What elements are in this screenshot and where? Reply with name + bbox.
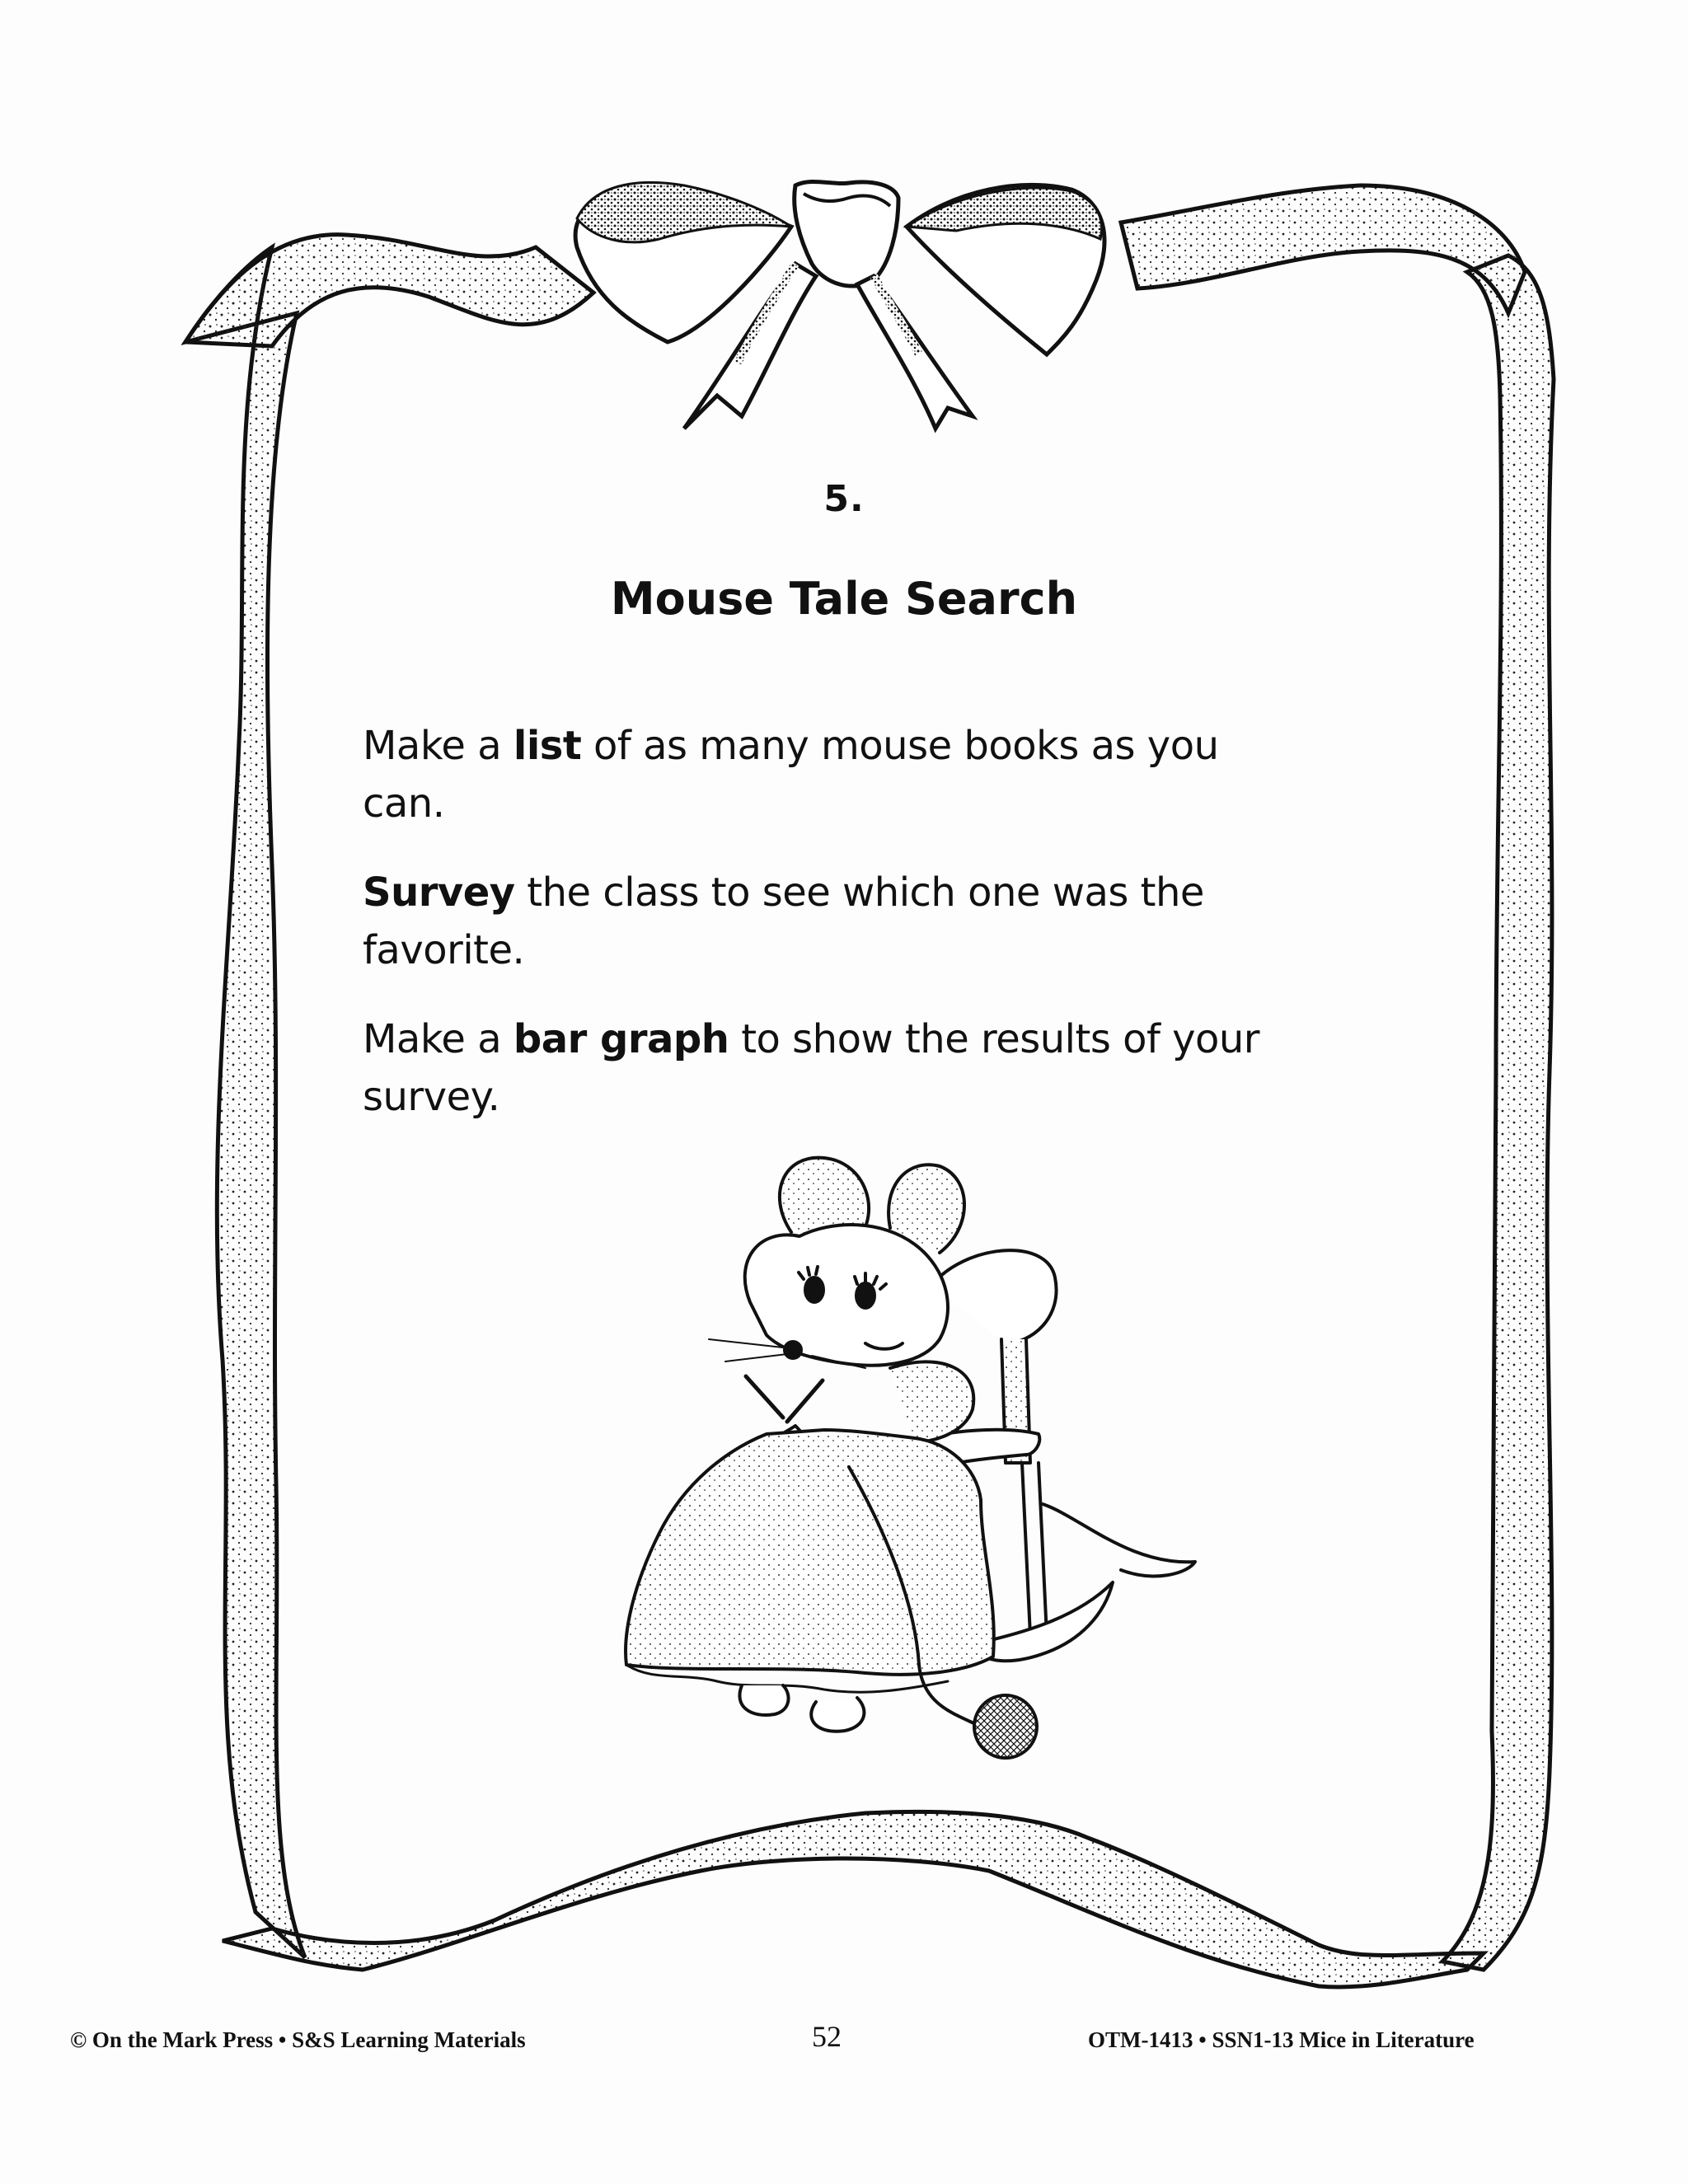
- keyword-list: list: [513, 723, 582, 769]
- bottom-ribbon: [223, 1811, 1484, 1987]
- instruction-1: Make a list of as many mouse books as you can.: [363, 723, 1219, 827]
- instruction-3: Make a bar graph to show the results of your survey.: [363, 1016, 1260, 1120]
- instructions: [363, 717, 1311, 1157]
- footer-publisher: © On the Mark Press • S&S Learning Materials: [70, 2027, 526, 2052]
- footer-product-code: OTM-1413 • SSN1-13 Mice in Literature: [1088, 2027, 1475, 2052]
- footer-page-number: 52: [812, 2020, 842, 2053]
- bow: [575, 181, 1104, 429]
- activity-title: Mouse Tale Search: [610, 573, 1078, 625]
- activity-number: 5.: [823, 478, 865, 520]
- mouse-knitting-illustration: [618, 1137, 1245, 1797]
- instruction-2: Survey the class to see which one was the favorite.: [363, 869, 1204, 973]
- keyword-bar-graph: bar graph: [513, 1016, 729, 1062]
- keyword-survey: Survey: [363, 869, 515, 916]
